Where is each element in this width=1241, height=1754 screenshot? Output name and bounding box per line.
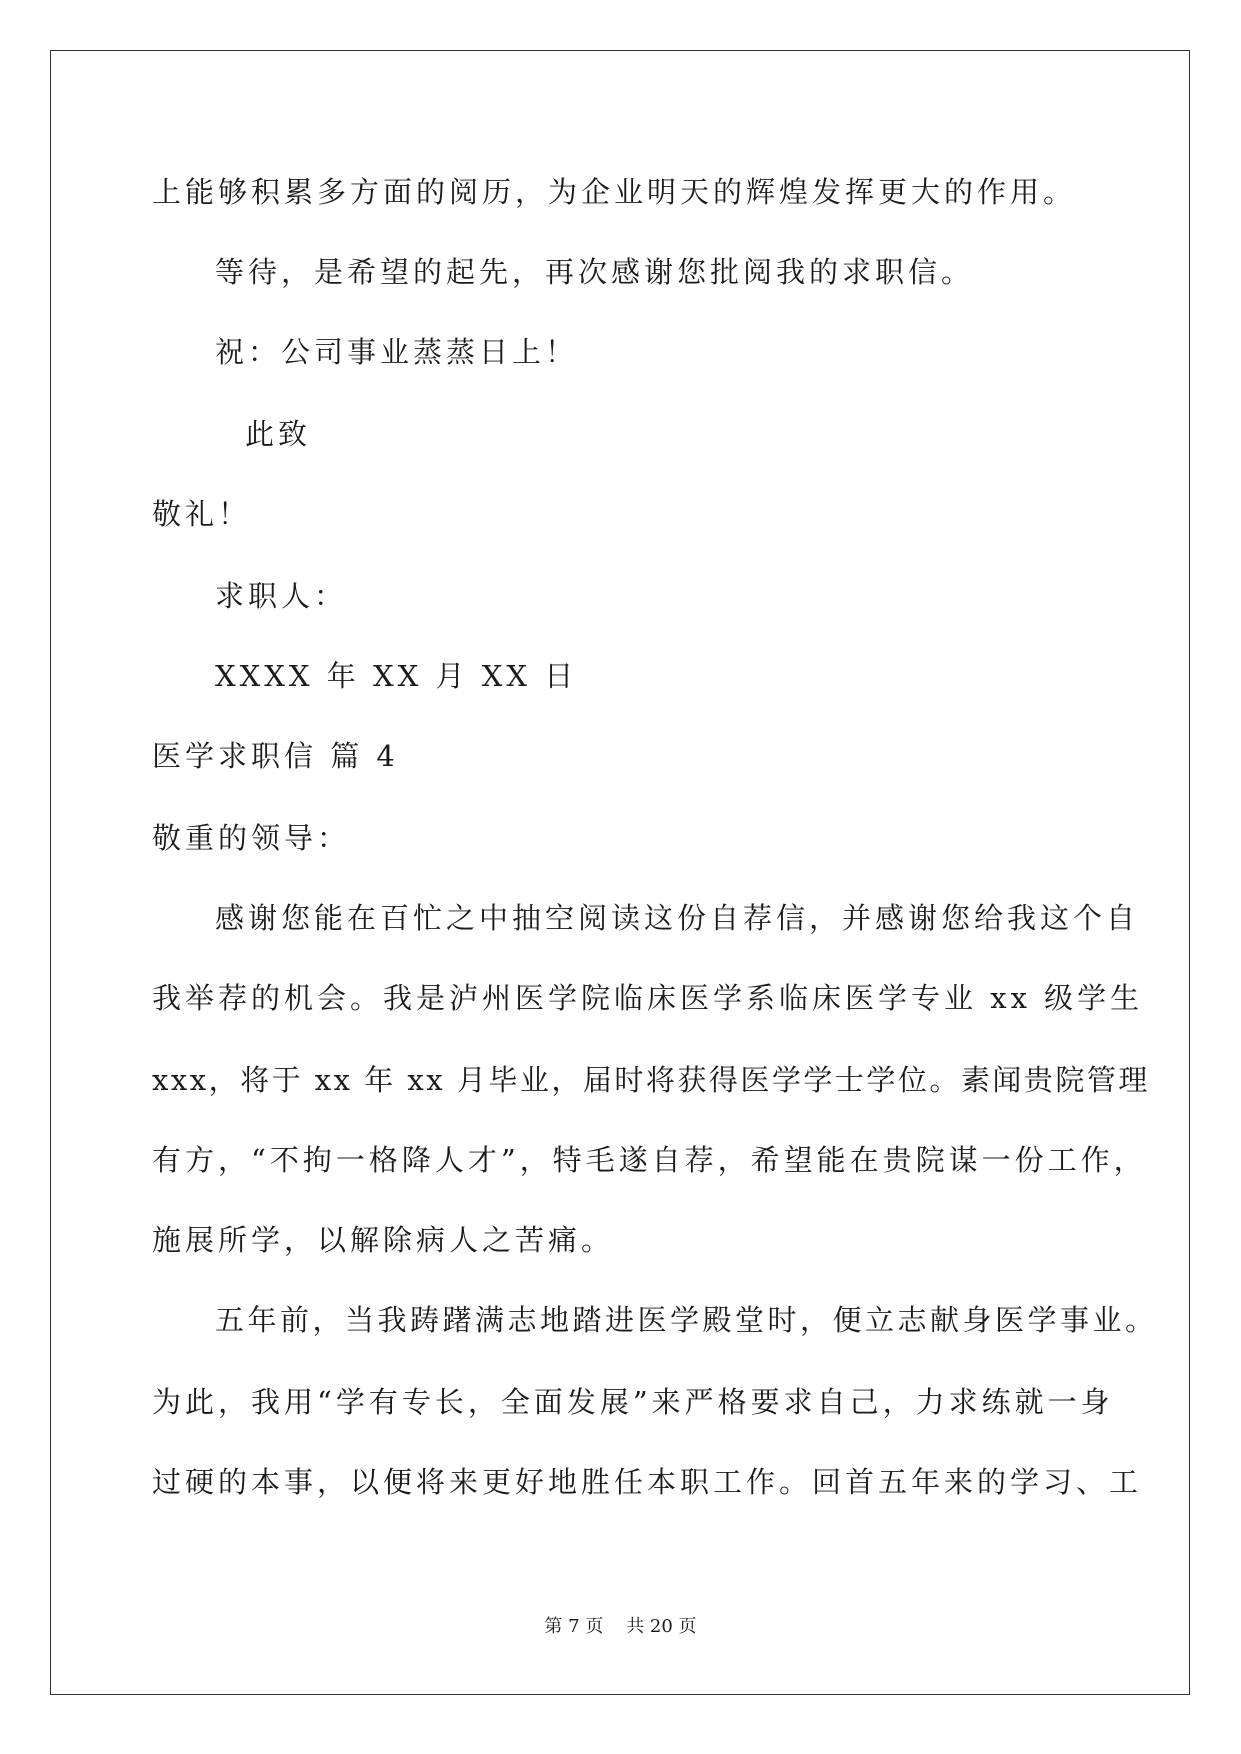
section-heading: 医学求职信 篇 4: [152, 739, 399, 773]
text-line: 有方，“不拘一格降人才”，特毛遂自荐，希望能在贵院谋一份工作，: [152, 1143, 1147, 1177]
text-line: 祝：公司事业蒸蒸日上！: [215, 335, 579, 369]
text-line: 感谢您能在百忙之中抽空阅读这份自荐信，并感谢您给我这个自: [215, 901, 1140, 935]
text-line: 为此，我用“学有专长，全面发展”来严格要求自己，力求练就一身: [152, 1385, 1114, 1419]
page-border: [50, 50, 1190, 1695]
applicant-signature: 求职人：: [215, 579, 348, 613]
text-line: xxx，将于 xx 年 xx 月毕业，届时将获得医学学士学位。素闻贵院管理: [152, 1063, 1150, 1097]
page-footer: 第 7 页 共 20 页: [544, 1616, 697, 1637]
closing-salutation: 此致: [245, 417, 312, 451]
text-line: 我举荐的机会。我是泸州医学院临床医学系临床医学专业 xx 级学生: [152, 981, 1144, 1015]
closing-regards: 敬礼！: [152, 497, 252, 531]
text-line: 施展所学，以解除病人之苦痛。: [152, 1223, 615, 1257]
greeting: 敬重的领导：: [152, 821, 351, 855]
text-line: 等待，是希望的起先，再次感谢您批阅我的求职信。: [215, 255, 975, 289]
text-line: 上能够积累多方面的阅历，为企业明天的辉煌发挥更大的作用。: [152, 175, 1077, 209]
text-line: 五年前，当我踌躇满志地踏进医学殿堂时，便立志献身医学事业。: [215, 1303, 1158, 1337]
date-line: XXXX 年 XX 月 XX 日: [215, 659, 578, 693]
text-line: 过硬的本事，以便将来更好地胜任本职工作。回首五年来的学习、工: [152, 1465, 1143, 1499]
